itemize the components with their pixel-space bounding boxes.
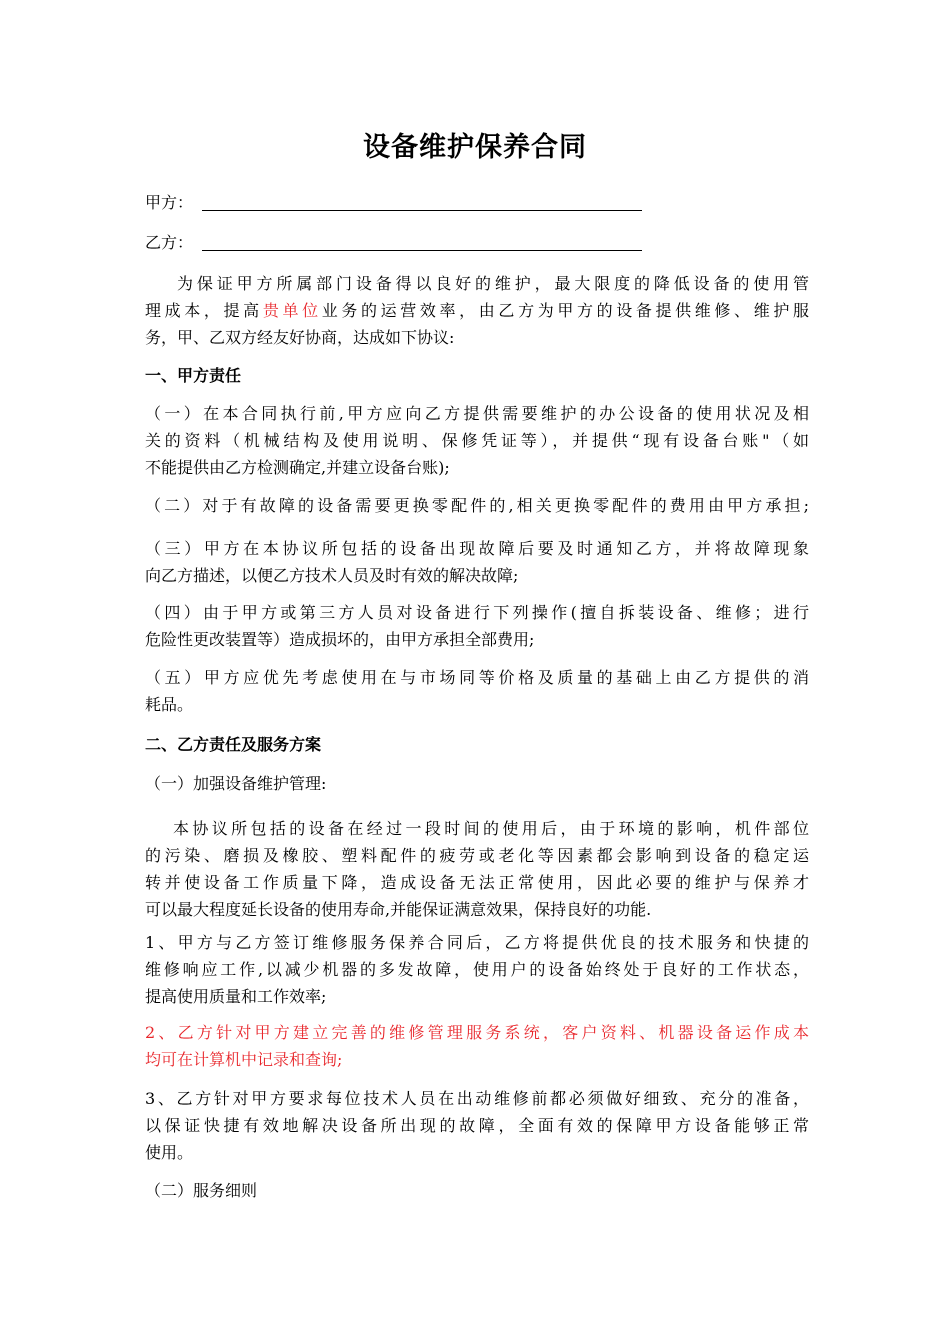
intro-line-2: 理成本，提高贵单位业务的运营效率，由乙方为甲方的设备提供维修、维护服 <box>145 301 809 320</box>
party-a-blank <box>202 210 642 211</box>
section-2-point-2: 2、乙方针对甲方建立完善的维修管理服务系统，客户资料、机器设备运作成本 均可在计算机中记录和查询; <box>145 1023 809 1069</box>
section-2-point-1: 1、甲方与乙方签订维修服务保养合同后，乙方将提供优良的技术服务和快捷的 维修响应工作,以减少机器的多发故障，使用户的设备始终处于良好的工作状态， 提高使用质量和工作效率; <box>145 933 809 1006</box>
document-title: 设备维护保养合同 <box>363 132 587 163</box>
party-b-line <box>145 232 193 254</box>
section-1-item-2: （二）对于有故障的设备需要更换零配件的,相关更换零配件的费用由甲方承担; <box>145 496 809 515</box>
section-1-heading: 一、甲方责任 <box>145 366 242 385</box>
section-1-item-4: （四）由于甲方或第三方人员对设备进行下列操作(擅自拆装设备、维修；进行 危险性更改装置等）造成损坏的，由甲方承担全部费用; <box>145 603 809 649</box>
section-2-body: 本协议所包括的设备在经过一段时间的使用后，由于环境的影响，机件部位 的污染、磨损及橡胶、塑料配件的疲劳或老化等因素都会影响到设备的稳定运 转并使设备工作质量下降，造成设备无法正常使用，因此必要的维护与保养才 可以最大程度延长设备的使用寿命,并能保证满意效果，保持良好的功能. <box>145 819 809 919</box>
section-1-item-3: （三）甲方在本协议所包括的设备出现故障后要及时通知乙方，并将故障现象 向乙方描述，以便乙方技术人员及时有效的解决故障; <box>145 539 809 585</box>
party-b-blank <box>202 250 642 251</box>
section-2-sub-2: （二）服务细则 <box>145 1181 258 1200</box>
party-a-line <box>145 192 193 214</box>
intro-line-3: 务，甲、乙双方经友好协商，达成如下协议: <box>145 328 455 347</box>
highlight-text: 贵单位 <box>262 301 322 320</box>
section-1-item-5: （五）甲方应优先考虑使用在与市场同等价格及质量的基础上由乙方提供的消 耗品。 <box>145 668 809 714</box>
party-b-label: 乙方： <box>145 233 194 252</box>
intro-line-1: 为保证甲方所属部门设备得以良好的维护，最大限度的降低设备的使用管 <box>177 274 809 293</box>
intro-paragraph <box>145 270 809 351</box>
section-2-point-3: 3、乙方针对甲方要求每位技术人员在出动维修前都必须做好细致、充分的准备， 以保证快捷有效地解决设备所出现的故障，全面有效的保障甲方设备能够正常 使用。 <box>145 1089 809 1162</box>
section-1-item-1: （一）在本合同执行前,甲方应向乙方提供需要维护的办公设备的使用状况及相 关的资料（机械结构及使用说明、保修凭证等），并提供“现有设备台账"（如 不能提供由乙方检测确定,并建立设备台账); <box>145 404 809 477</box>
section-2-heading: 二、乙方责任及服务方案 <box>145 735 322 754</box>
section-2-sub-1: （一）加强设备维护管理: <box>145 774 327 793</box>
party-a-label: 甲方： <box>145 193 194 212</box>
